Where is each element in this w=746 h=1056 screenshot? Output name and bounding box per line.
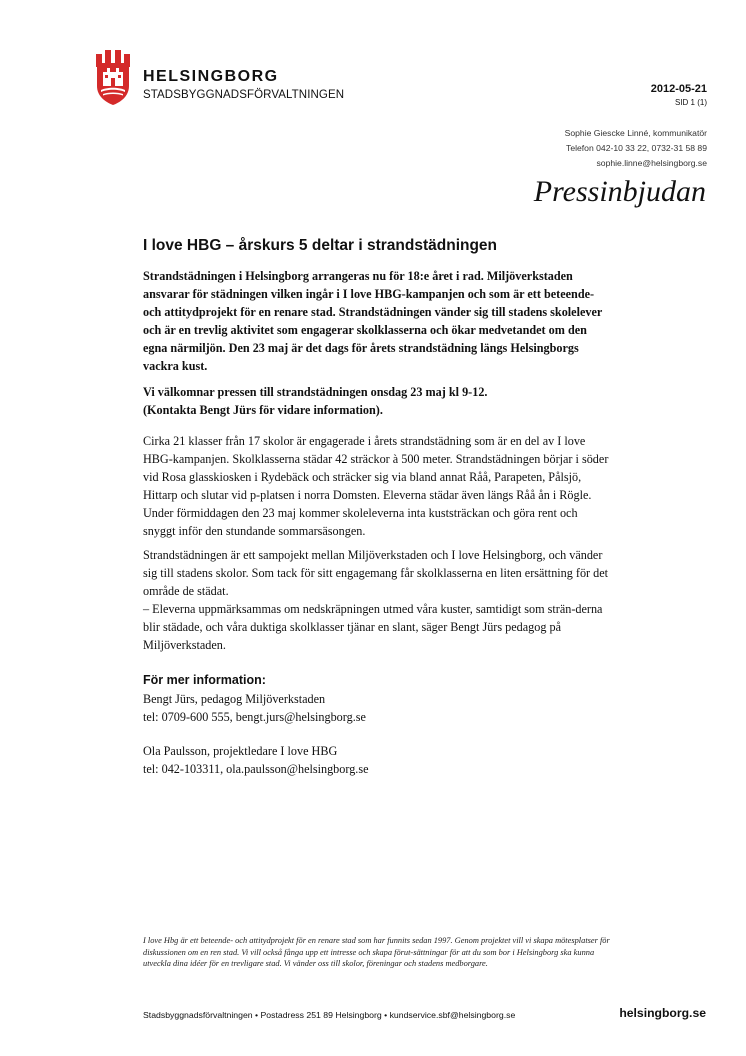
quote-paragraph: – Eleverna uppmärksammas om nedskräpningen utmed våra kuster, samtidigt som strän-derna blir städade, och våra duktiga skolklasser tjänar en slant, säger Bengt Jürs pedagog på Miljöverkstaden. (143, 602, 603, 652)
document-date: 2012-05-21 (650, 83, 707, 95)
department-name: STADSBYGGNADSFÖRVALTNINGEN (143, 89, 345, 101)
body-paragraph-1: Cirka 21 klasser från 17 skolor är engagerade i årets strandstädning som är en del av I love HBG-kampanjen. Skolklasserna städar 42 sträckor à 500 meter. Strandstädningen börjar i söder vid Rosa glasskiosken i Rydebäck och sträcker sig via bland annat Råå, Parapeten, Pålsjö, Hittarp och slutar vid p-platsen i norra Domsten. Eleverna städar även längs Råå ån i Rögle. Under förmiddagen den 23 maj kommer skoleleverna inta kuststräckan och göra rent och snyggt inför den stundande sommarsäsongen. (143, 434, 609, 538)
article-headline: I love HBG – årskurs 5 deltar i strandstädningen (143, 237, 498, 254)
body-paragraph-2 (143, 546, 611, 654)
contact-1-name: Bengt Jürs, pedagog Miljöverkstaden (143, 692, 326, 706)
contact-person-1 (143, 690, 366, 726)
contact-person-2 (143, 742, 369, 778)
press-contact-email: sophie.linne@helsingborg.se (596, 158, 707, 168)
helsingborg-crest-logo (93, 48, 133, 106)
press-contact-block (565, 126, 707, 171)
more-info-heading: För mer information: (143, 673, 266, 687)
contact-2-details: tel: 042-103311, ola.paulsson@helsingborg.se (143, 762, 369, 776)
invitation-note: (Kontakta Bengt Jürs för vidare information). (143, 403, 383, 417)
contact-1-details: tel: 0709-600 555, bengt.jurs@helsingborg.se (143, 710, 366, 724)
press-contact-name: Sophie Giescke Linné, kommunikatör (564, 128, 707, 138)
invitation-line: Vi välkomnar pressen till strandstädningen onsdag 23 maj kl 9-12. (143, 385, 488, 399)
org-name: HELSINGBORG (143, 68, 279, 85)
body-paragraph-2-text: Strandstädningen är ett sampojekt mellan Miljöverkstaden och I love Helsingborg, och vänder sig till stadens skolor. Som tack för sitt engagemang får skolklasserna en liten ersättning för det område de städat. (143, 548, 609, 598)
contact-2-name: Ola Paulsson, projektledare I love HBG (143, 744, 338, 758)
project-footnote: I love Hbg är ett beteende- och attitydprojekt för en renare stad som har funnits sedan 1997. Genom projektet vill vi skapa mötesplatser för diskussionen om en ren stad. Vi vill också fånga upp ett intresse och skapa förut-sättningar för att du som bor i Helsingborg ska kunna utveckla dina idéer för en trevligare stad. Vi vänder oss till skolor, föreningar och stadens medborgare. (143, 936, 610, 968)
footer-address: Stadsbyggnadsförvaltningen • Postadress 251 89 Helsingborg • kundservice.sbf@helsingborg.se (143, 1010, 516, 1020)
press-contact-phone: Telefon 042-10 33 22, 0732-31 58 89 (566, 143, 707, 153)
footer-website: helsingborg.se (619, 1006, 706, 1020)
press-invitation (143, 383, 611, 419)
page-number: SID 1 (1) (674, 98, 707, 107)
document-type-title: Pressinbjudan (533, 175, 706, 208)
lead-paragraph: Strandstädningen i Helsingborg arrangeras nu för 18:e året i rad. Miljöverkstaden ansvarar för städningen vilken ingår i I love HBG-kampanjen och som är ett beteende- och attitydprojekt för en renare stad. Strandstädningen vänder sig till stadens skolelever och är en trevlig aktivitet som engagerar skolklasserna och ökar medvetandet om den egna närmiljön. Den 23 maj är det dags för årets strandstädning längs Helsingborgs vackra kust. (143, 269, 603, 373)
